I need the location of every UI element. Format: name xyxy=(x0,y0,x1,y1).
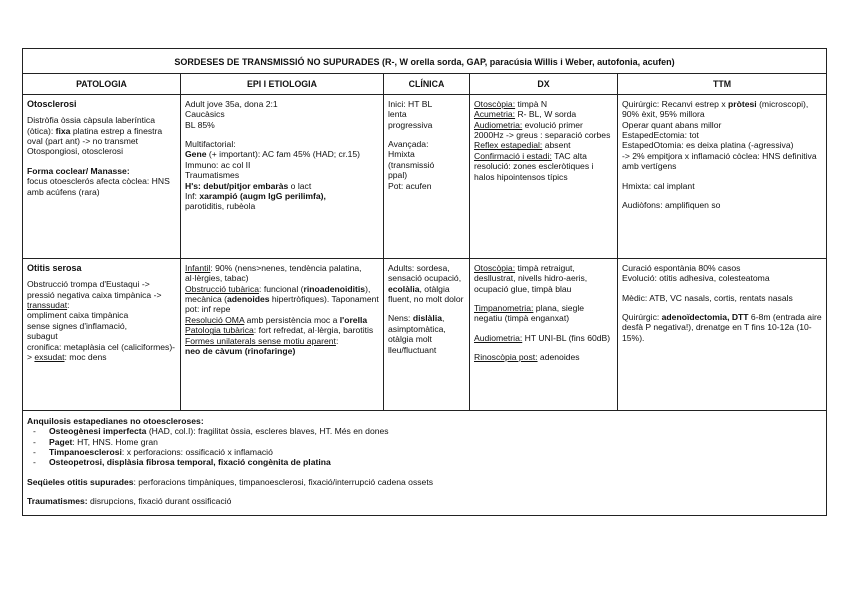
header-epi-etiologia: EPI I ETIOLOGIA xyxy=(181,74,384,94)
header-dx: DX xyxy=(470,74,618,94)
cell-ttm: Curació espontània 80% casos Evolució: otitis adhesiva, colesteatoma Mèdic: ATB, VC nasals, cortis, rentats nasals Quirúrgic: adenoïdectomia, DTT 6-8m (entrada aire desfà P negativa!), drenatge en T fins 10-12a (10-15%). xyxy=(618,258,827,410)
anquilosis-list xyxy=(27,426,822,468)
cell-epi: Infantil: 90% (nens>nenes, tendència palatina, al·lèrgies, tabac) Obstrucció tubàrica: funcional (rinoadenoiditis), mecànica (adenoides hipertròfiques). Taponament pot: inf repe Resolució OMA amb persistència moc a l'orella Patologia tubàrica: fort refredat, al·lèrgia, barotitis Formes unilaterals sense motiu aparent: neo de càvum (rinofaringe) xyxy=(181,258,384,410)
traumatismes-note: Traumatismes: disrupcions, fixació durant ossificació xyxy=(27,496,232,507)
cell-patologia: Otitis serosa Obstrucció trompa d'Eustaqui -> pressió negativa caixa timpànica -> transsudat: ompliment caixa timpànica sense signes d'inflamació, subagut cronifica: metaplàsia cel (caliciformes)-> exsudat: moc dens xyxy=(23,258,181,410)
cell-dx: Otoscòpia: timpà retraigut, desllustrat, nivells hidro-aeris, ocupació glue, timpà blau Timpanometria: plana, siegle negatiu (timpà enganxat) Audiometria: HT UNI-BL (fins 60dB) Rinoscòpia post: adenoides xyxy=(470,258,618,410)
form-description: focus otoesclerós afecta còclea: HNS amb acúfens (rara) xyxy=(27,176,170,197)
table-row-otitis-serosa xyxy=(23,258,827,410)
pathology-name: Otitis serosa xyxy=(27,262,82,273)
header-ttm: TTM xyxy=(618,74,827,94)
notes-row xyxy=(23,410,827,515)
pathology-name: Otosclerosi xyxy=(27,98,77,109)
cell-epi: Adult jove 35a, dona 2:1 Caucàsics BL 85% Multifactorial: Gene (+ important): AC fam 45% (HAD; cr.15) Immuno: ac col II Traumatismes H's: debut/pitjor embaràs o lact Inf: xarampió (augm IgG perilimfa), parotiditis, rubèola xyxy=(181,94,384,258)
list-item: - Paget: HT, HNS. Home gran xyxy=(49,437,822,447)
pathology-synonyms: Otospongiosi, otosclerosi xyxy=(27,146,124,157)
cell-clinica: Inici: HT BL lenta progressiva Avançada: Hmixta (transmissió ppal) Pot: acufen xyxy=(384,94,470,258)
header-patologia: PATOLOGIA xyxy=(23,74,181,94)
anquilosis-title: Anquilosis estapedianes no otoescleroses: xyxy=(27,415,204,426)
summary-table xyxy=(22,48,827,516)
sequeles-note: Seqüeles otitis supurades: perforacions timpàniques, timpanoesclerosi, fixació/interrupció cadena ossets xyxy=(27,476,434,487)
cell-ttm: Quirúrgic: Recanvi estrep x pròtesi (microscopi), 90% èxit, 95% millora Operar quant abans millor EstapedEctomia: tot EstapedOtomia: es deixa platina (-agressiva) -> 2% empitjora x inflamació còclea: HNS definitiva amb vertígens Hmixta: cal implant Audiòfons: amplifiquen so xyxy=(618,94,827,258)
pathology-description: Distròfia òssia càpsula laberíntica (òtica): fixa platina estrep a finestra oval (part ant) -> no transmet xyxy=(27,115,163,147)
cell-clinica: Adults: sordesa, sensació ocupació, ecolàlia, otàlgia fluent, no molt dolor Nens: dislàlia, asimptomàtica, otàlgia molt lleu/fluctuant xyxy=(384,258,470,410)
table-row-otosclerosi xyxy=(23,94,827,258)
list-item: - Osteogènesi imperfecta (HAD, col.I): fragilitat òssia, escleres blaves, HT. Més en dones xyxy=(49,426,822,436)
table-title: SORDESES DE TRANSMISSIÓ NO SUPURADES (R-, W orella sorda, GAP, paracúsia Willis i Weber, autofonia, acufen) xyxy=(23,49,827,74)
form-title: Forma coclear/ Manasse: xyxy=(27,165,130,176)
document-page xyxy=(22,48,826,516)
notes-cell xyxy=(23,410,827,515)
list-item: - Timpanoesclerosi: x perforacions: ossificació x inflamació xyxy=(49,447,822,457)
header-clinica: CLÍNICA xyxy=(384,74,470,94)
cell-dx: Otoscòpia: timpà N Acumetria: R- BL, W sorda Audiometria: evolució primer 2000Hz -> greus : separació corbes Reflex estapedial: absent Confirmació i estadi: TAC alta resolució: zones escleròtiques i halos hipointensos típics xyxy=(470,94,618,258)
list-item: - Osteopetrosi, displàsia fibrosa temporal, fixació congènita de platina xyxy=(49,457,822,467)
cell-patologia xyxy=(23,94,181,258)
